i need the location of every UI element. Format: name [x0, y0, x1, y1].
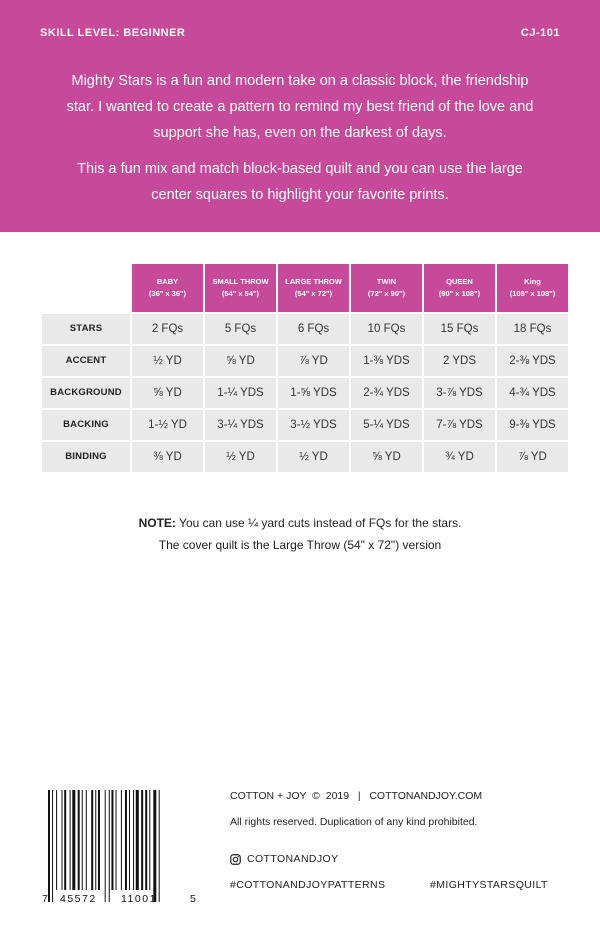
barcode-bar — [105, 790, 106, 902]
instagram-handle: COTTONANDJOY — [247, 853, 339, 865]
table-cell: ⅜ YD — [131, 441, 204, 473]
row-label: STARS — [41, 313, 131, 345]
table-cell: 10 FQs — [350, 313, 423, 345]
barcode-bar — [111, 790, 113, 890]
barcode-bar — [129, 790, 130, 890]
table-cell: 7-⅞ YDS — [423, 409, 496, 441]
barcode-bar — [116, 790, 117, 890]
table-cell: 6 FQs — [277, 313, 350, 345]
row-label: BINDING — [41, 441, 131, 473]
column-size: (108" x 108") — [509, 289, 556, 298]
row-label: BACKGROUND — [41, 377, 131, 409]
table-cell: 5 FQs — [204, 313, 277, 345]
barcode — [42, 790, 197, 908]
note-block — [0, 512, 600, 556]
instagram-icon — [230, 854, 241, 865]
table-cell: 3-½ YDS — [277, 409, 350, 441]
table-cell: 1-½ YD — [131, 409, 204, 441]
table-cell: ½ YD — [204, 441, 277, 473]
fabric-requirements-table — [40, 262, 570, 474]
intro-paragraph-1: Mighty Stars is a fun and modern take on a classic block, the friendship star. I wanted to create a pattern to remind my best friend of the love and support she has, even on the darkest of days. — [66, 73, 534, 141]
barcode-bar — [145, 790, 147, 890]
column-name: SMALL THROW — [212, 277, 269, 286]
barcode-bar — [109, 790, 110, 902]
column-size: (36" x 36") — [148, 289, 187, 298]
barcode-bar — [153, 790, 156, 902]
table-cell: 3-¼ YDS — [204, 409, 277, 441]
note-text: You can use ¼ yard cuts instead of FQs for the stars. — [179, 516, 462, 530]
table-cell: 2-⅜ YDS — [496, 345, 569, 377]
barcode-bar — [98, 790, 100, 890]
barcode-bar — [136, 790, 139, 890]
row-label: ACCENT — [41, 345, 131, 377]
barcode-bar — [91, 790, 93, 890]
barcode-bar — [141, 790, 143, 890]
barcode-bar — [86, 790, 87, 890]
table-cell: ½ YD — [131, 345, 204, 377]
table-cell: 15 FQs — [423, 313, 496, 345]
table-cell: ⅞ YD — [277, 345, 350, 377]
column-header — [277, 263, 350, 313]
barcode-bar — [56, 790, 57, 890]
barcode-digit: 7 — [42, 893, 48, 905]
barcode-bar — [70, 790, 71, 890]
table-row — [41, 409, 569, 441]
table-cell: 18 FQs — [496, 313, 569, 345]
skill-level: SKILL LEVEL: BEGINNER — [40, 27, 186, 39]
note-label: NOTE: — [138, 516, 176, 530]
rights-line: All rights reserved. Duplication of any kind prohibited. — [230, 816, 478, 828]
barcode-digit: 11001 — [121, 893, 157, 905]
table-cell: ⅝ YD — [204, 345, 277, 377]
table-cell: ⅝ YD — [131, 377, 204, 409]
note-line-2: The cover quilt is the Large Throw (54" x 72") version — [158, 538, 442, 552]
column-name: LARGE THROW — [285, 277, 342, 286]
column-name: King — [524, 277, 541, 286]
intro-paragraph-2: This a fun mix and match block-based quilt and you can use the large center squares to highlight your favorite prints. — [77, 161, 523, 203]
table-cell: 4-¾ YDS — [496, 377, 569, 409]
column-name: TWIN — [376, 277, 397, 286]
table-cell: 9-⅜ YDS — [496, 409, 569, 441]
barcode-bars — [48, 790, 160, 902]
barcode-bar — [64, 790, 66, 890]
barcode-bar — [72, 790, 75, 890]
table-cell: 1-⅜ YDS — [350, 345, 423, 377]
table-corner — [41, 263, 131, 313]
barcode-bar — [82, 790, 83, 890]
table-header-row — [41, 263, 569, 313]
hashtag-quilt[interactable]: #MIGHTYSTARSQUILT — [430, 879, 548, 891]
note-line-1 — [0, 512, 600, 534]
table-row — [41, 377, 569, 409]
table-cell: 5-¼ YDS — [350, 409, 423, 441]
barcode-bar — [121, 790, 122, 890]
copyright-line: COTTON + JOY © 2019 | COTTONANDJOY.COM — [230, 790, 483, 802]
barcode-bar — [62, 790, 63, 890]
intro-text — [60, 68, 540, 218]
barcode-bar — [149, 790, 150, 890]
table-row — [41, 313, 569, 345]
table-cell: 3-⅞ YDS — [423, 377, 496, 409]
column-header — [423, 263, 496, 313]
column-name: BABY — [156, 277, 179, 286]
barcode-bar — [48, 790, 50, 902]
table-cell: ⅞ YD — [496, 441, 569, 473]
column-size: (90" x 108") — [438, 289, 481, 298]
instagram-line — [230, 853, 339, 865]
table-cell: ½ YD — [277, 441, 350, 473]
hashtag-patterns[interactable]: #COTTONANDJOYPATTERNS — [230, 879, 386, 891]
column-header — [350, 263, 423, 313]
column-header — [131, 263, 204, 313]
row-label: BACKING — [41, 409, 131, 441]
table-cell: 2-¾ YDS — [350, 377, 423, 409]
barcode-digit: 45572 — [60, 893, 97, 905]
table-cell: 2 FQs — [131, 313, 204, 345]
barcode-bar — [52, 790, 53, 902]
barcode-bar — [125, 790, 127, 890]
column-name: QUEEN — [446, 277, 473, 286]
barcode-digit: 5 — [190, 893, 196, 905]
table-cell: 1-¼ YDS — [204, 377, 277, 409]
table-cell: 2 YDS — [423, 345, 496, 377]
column-size: (54" x 72") — [294, 289, 333, 298]
column-header — [204, 263, 277, 313]
barcode-bar — [159, 790, 160, 902]
column-header — [496, 263, 569, 313]
column-size: (54" x 54") — [221, 289, 260, 298]
table-cell: ⅝ YD — [350, 441, 423, 473]
barcode-bar — [95, 790, 96, 890]
pattern-code: CJ-101 — [520, 27, 560, 39]
header-banner — [0, 0, 600, 232]
table-row — [41, 441, 569, 473]
table-cell: 1-⅝ YDS — [277, 377, 350, 409]
barcode-bar — [78, 790, 80, 890]
barcode-bar — [133, 790, 134, 890]
table-cell: ¾ YD — [423, 441, 496, 473]
table-row — [41, 345, 569, 377]
column-size: (72" x 90") — [367, 289, 406, 298]
